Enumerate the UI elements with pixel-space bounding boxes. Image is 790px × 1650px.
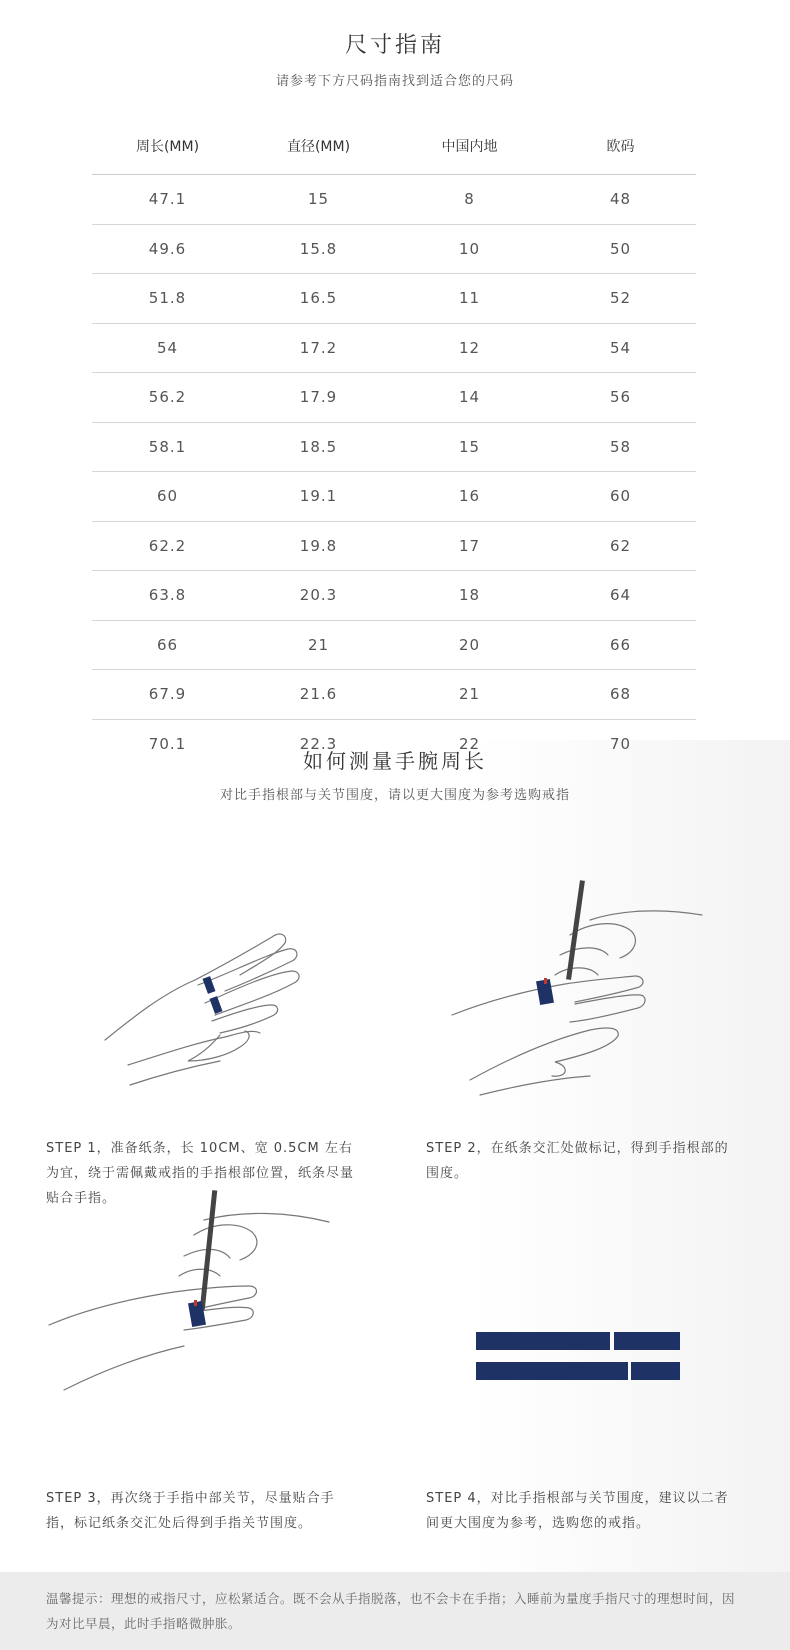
cell-circumference: 70.1 [148, 734, 187, 753]
cell-circumference: 58.1 [92, 422, 243, 472]
header-circumference: 周长(MM) [92, 118, 243, 175]
cell-diameter: 17.2 [243, 323, 394, 373]
cell-eu-size: 58 [545, 422, 696, 472]
cell-china-size: 22 [458, 734, 481, 753]
table-row [92, 175, 696, 225]
size-guide-subtitle: 请参考下方尺码指南找到适合您的尺码 [275, 74, 514, 89]
cell-circumference: 51.8 [92, 274, 243, 324]
cell-eu-size: 70 [609, 734, 632, 753]
step4-text: STEP 4，对比手指根部与关节围度，建议以二者间更大围度为参考，选购您的戒指。 [426, 1491, 729, 1531]
cell-diameter: 21 [243, 620, 394, 670]
cell-circumference: 63.8 [92, 571, 243, 621]
cell-circumference: 56.2 [92, 373, 243, 423]
cell-circumference: 62.2 [92, 521, 243, 571]
cell-circumference: 66 [92, 620, 243, 670]
header-eu-size: 欧码 [545, 118, 696, 175]
step3-text: STEP 3，再次绕于手指中部关节，尽量贴合手指，标记纸条交汇处后得到手指关节围度。 [46, 1491, 335, 1531]
table-row [92, 274, 696, 324]
table-row [92, 373, 696, 423]
table-row [92, 620, 696, 670]
table-row [92, 224, 696, 274]
paper-strip-1b [210, 996, 223, 1014]
mark-dot [544, 978, 547, 984]
cell-china-size: 14 [394, 373, 545, 423]
cell-diameter: 20.3 [243, 571, 394, 621]
cell-china-size: 18 [394, 571, 545, 621]
cell-circumference: 47.1 [92, 175, 243, 225]
step1-hand-illustration [100, 925, 330, 1090]
cell-diameter: 15.8 [243, 224, 394, 274]
size-table [92, 118, 696, 768]
cell-diameter: 21.6 [243, 670, 394, 720]
cell-circumference: 49.6 [92, 224, 243, 274]
cell-china-size: 15 [394, 422, 545, 472]
step3-hand-illustration [44, 1190, 334, 1400]
measure-subtitle: 对比手指根部与关节围度，请以更大围度为参考选购戒指 [219, 788, 570, 803]
table-row [92, 422, 696, 472]
cell-china-size: 11 [394, 274, 545, 324]
step1-text: STEP 1，准备纸条，长 10CM、宽 0.5CM 左右为宜，绕于需佩戴戒指的手指根部位置，纸条尽量贴合手指。 [46, 1141, 355, 1206]
table-row [92, 571, 696, 621]
table-header-row [92, 118, 696, 175]
step4-strips-illustration [476, 1332, 680, 1384]
tip-text: 温馨提示：理想的戒指尺寸，应松紧适合。既不会从手指脱落，也不会卡在手指；入睡前为量度手指尺寸的理想时间，因为对比早晨，此时手指略微肿胀。 [46, 1591, 736, 1631]
table-row [92, 521, 696, 571]
step2-text: STEP 2，在纸条交汇处做标记，得到手指根部的围度。 [426, 1141, 729, 1181]
cell-china-size: 16 [394, 472, 545, 522]
cell-eu-size: 64 [545, 571, 696, 621]
size-guide-title: 尺寸指南 [344, 33, 445, 58]
pencil-icon [566, 880, 585, 980]
cell-eu-size: 66 [545, 620, 696, 670]
cell-circumference: 60 [92, 472, 243, 522]
measure-title: 如何测量手腕周长 [303, 749, 487, 773]
cell-eu-size: 52 [545, 274, 696, 324]
header-diameter: 直径(MM) [243, 118, 394, 175]
cell-eu-size: 60 [545, 472, 696, 522]
cell-circumference: 67.9 [92, 670, 243, 720]
cell-eu-size: 62 [545, 521, 696, 571]
cell-diameter: 18.5 [243, 422, 394, 472]
mark-dot-2 [194, 1300, 197, 1306]
strip-base-right [614, 1332, 680, 1350]
cell-eu-size: 48 [545, 175, 696, 225]
table-row [92, 670, 696, 720]
cell-china-size: 12 [394, 323, 545, 373]
cell-china-size: 10 [394, 224, 545, 274]
cell-diameter: 16.5 [243, 274, 394, 324]
table-row [92, 323, 696, 373]
cell-china-size: 17 [394, 521, 545, 571]
table-body [92, 175, 696, 769]
strip-joint-right [631, 1362, 680, 1380]
cell-diameter: 19.8 [243, 521, 394, 571]
cell-eu-size: 54 [545, 323, 696, 373]
step2-hand-illustration [440, 880, 710, 1105]
cell-diameter: 19.1 [243, 472, 394, 522]
cell-china-size: 21 [394, 670, 545, 720]
header-china-size: 中国内地 [394, 118, 545, 175]
cell-china-size: 8 [394, 175, 545, 225]
cell-china-size: 20 [394, 620, 545, 670]
strip-joint-left [476, 1362, 628, 1380]
cell-diameter: 22.3 [299, 734, 338, 753]
cell-diameter: 17.9 [243, 373, 394, 423]
cell-eu-size: 56 [545, 373, 696, 423]
cell-diameter: 15 [243, 175, 394, 225]
cell-eu-size: 50 [545, 224, 696, 274]
strip-base-left [476, 1332, 610, 1350]
table-row [92, 472, 696, 522]
cell-circumference: 54 [92, 323, 243, 373]
cell-eu-size: 68 [545, 670, 696, 720]
